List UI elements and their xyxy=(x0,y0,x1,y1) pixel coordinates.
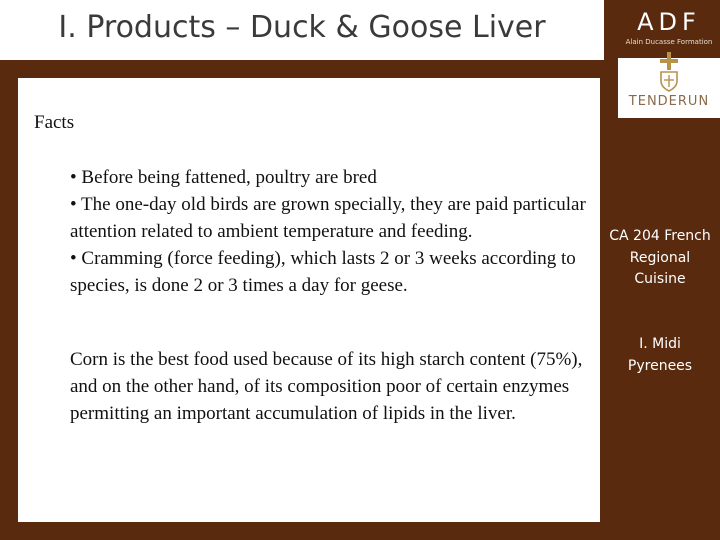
corn-paragraph: Corn is the best food used because of its high starch content (75%), and on the other hand, of its composition poor of certain enzymes permitting an important accumulation of lipids in the liver. xyxy=(70,349,583,424)
bullet-item: • The one-day old birds are grown specially, they are paid particular attention related to ambient temperature and feeding. xyxy=(70,194,586,242)
adf-logo-block xyxy=(618,0,720,58)
adf-subtitle: Alain Ducasse Formation xyxy=(625,38,713,46)
facts-heading: Facts xyxy=(34,112,75,133)
plus-icon xyxy=(658,52,680,70)
slide-title: I. Products – Duck & Goose Liver xyxy=(58,10,546,45)
section-label: I. Midi Pyrenees xyxy=(627,336,693,374)
facts-bullet-list xyxy=(70,164,590,299)
brand-logo xyxy=(618,0,720,118)
shield-icon xyxy=(658,70,680,92)
adf-wordmark: ADF xyxy=(637,8,701,36)
content-panel xyxy=(18,78,600,522)
tenderun-wordmark: TENDERUN xyxy=(628,94,710,109)
bullet-item: • Before being fattened, poultry are bred xyxy=(70,167,377,188)
course-label: CA 204 French Regional Cuisine xyxy=(609,228,711,287)
title-bar xyxy=(0,0,604,60)
bullet-item: • Cramming (force feeding), which lasts 2 or 3 weeks according to species, is done 2 or 3 times a day for geese. xyxy=(70,248,576,296)
